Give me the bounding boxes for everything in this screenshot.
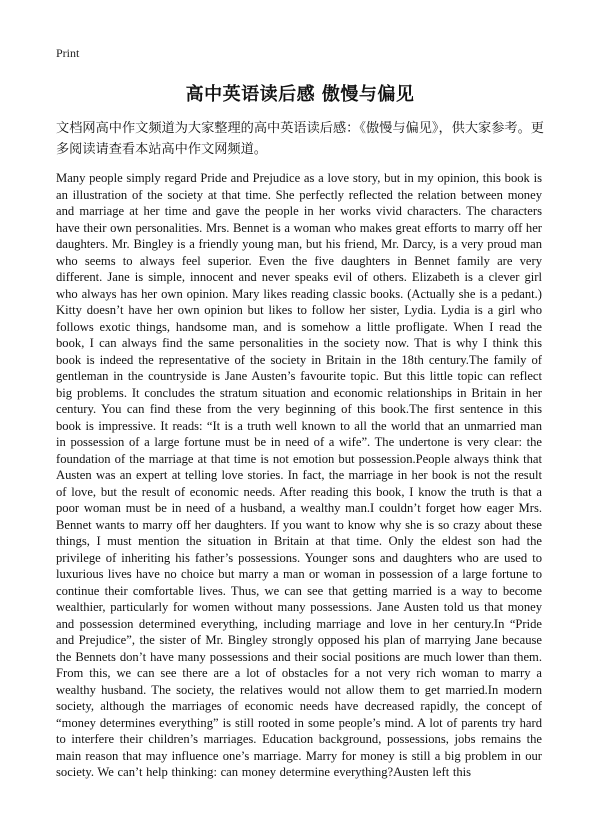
page-title: 高中英语读后感 傲慢与偏见 — [185, 84, 415, 105]
intro-paragraph: 文档网高中作文频道为大家整理的高中英语读后感：《傲慢与偏见》，供大家参考。更多阅读请查看本站高中作文网频道。 — [56, 121, 544, 157]
print-label: Print — [56, 46, 80, 60]
article-body: Many people simply regard Pride and Prejudice as a love story, but in my opinion, this book is an illustration of the society at that time. She perfectly reflected the relation between money and marriage at her time and gave the people in her works vivid characters. The characters have their own personalities. Mrs. Bennet is a woman who makes great efforts to marry off her daughters. Mr. Bingley is a friendly young man, but his friend, Mr. Darcy, is a very proud man who seems to always feel superior. Even the five daughters in Bennet family are very different. Jane is simple, innocent and never speaks evil of others. Elizabeth is a clever girl who always has her own opinion. Mary likes reading classic books. (Actually she is a pedant.) Kitty doesn’t have her own opinion but likes to follow her sister, Lydia. Lydia is a girl who follows exotic things, handsome man, and is somehow a little profligate. When I read the book, I can always find the same personalities in the society now. That is why I think this book is indeed the representative of the society in Britain in the 18th century.The family of gentleman in the countryside is Jane Austen’s favourite topic. But this little topic can reflect big problems. It concludes the stratum situation and economic relationships in Britain in her century. You can find these from the very beginning of this book.The first sentence in this book is impressive. It reads: “It is a truth well known to all the world that an unmarried man in possession of a large fortune must be in need of a wife”. The undertone is very clear: the foundation of the marriage at that time is not emotion but possession.People always think that Austen was an expert at telling love stories. In fact, the marriage in her book is not the result of love, but the result of economic needs. After reading this book, I know the truth is that a poor woman must be in need of a husband, a wealthy man.I couldn’t forget how eager Mrs. Bennet wants to marry off her daughters. If you want to know why she is so crazy about these things, I must mention the situation in Britain at that time. Only the eldest son had the privilege of inheriting his father’s possessions. Younger sons and daughters who are used to luxurious lives have no choice but marry a man or woman in possession of a large fortune to continue their comfortable lives. Thus, we can see that getting married is a way to become wealthier, particularly for women without many possessions. Jane Austen told us that money and possession determined everything, including marriage and love in her century.In “Pride and Prejudice”, the sister of Mr. Bingley strongly opposed his plan of marrying Jane because the Bennets don’t have many possessions and their social positions are much lower than them. From this, we can see there are a lot of obstacles for a not very rich woman to marry a wealthy husband. The society, the relatives would not allow them to get married.In modern society, although the marriages of economic needs have decreased rapidly, the concept of “money determines everything” is still rooted in some people’s mind. A lot of parents try hard to interfere their children’s marriages. Education background, possessions, jobs remains the main reason that may influence one’s marriage. Marry for money is still a big problem in our society. We can’t help thinking: can money determine everything?Austen left this — [56, 171, 542, 779]
